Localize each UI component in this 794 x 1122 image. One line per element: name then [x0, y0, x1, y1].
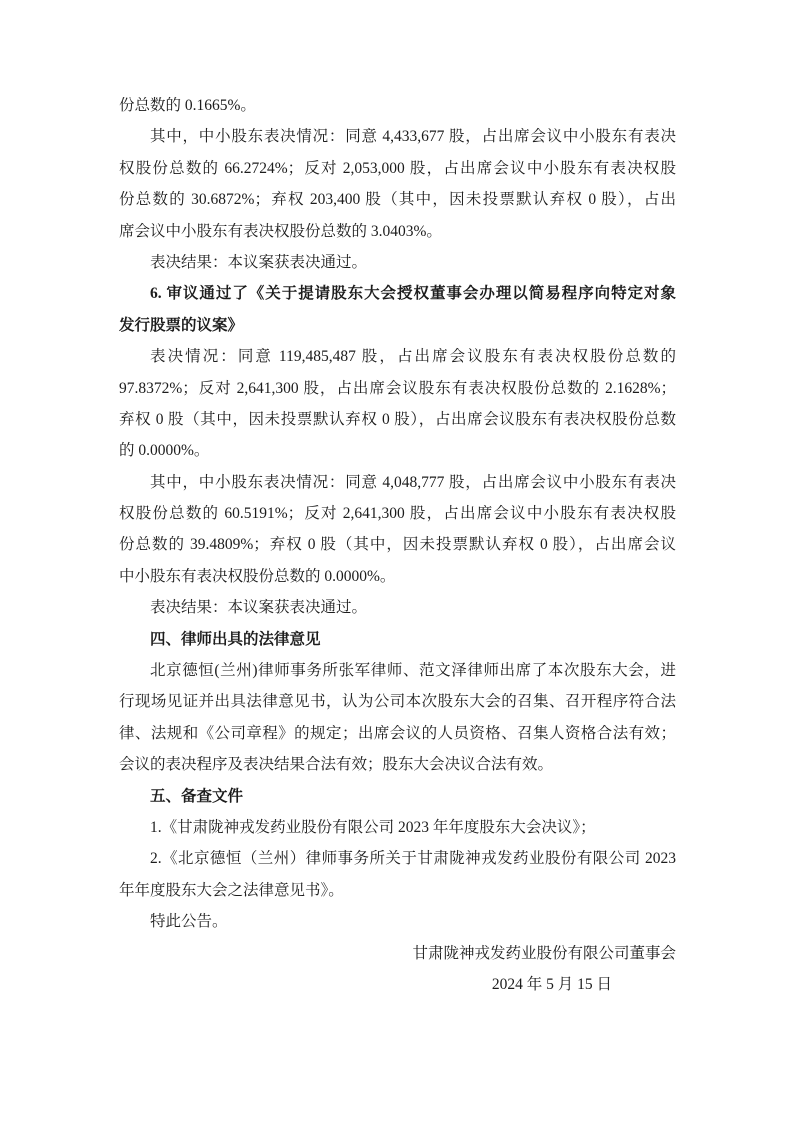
vote-proposal-6-line-4: 的 0.0000%。 [119, 442, 210, 460]
minority-vote-proposal-5-line-2: 权股份总数的 66.2724%；反对 2,053,000 股，占出席会议中小股东有表决权股 [119, 159, 676, 177]
vote-result-proposal-5: 表决结果：本议案获表决通过。 [150, 253, 368, 271]
date-line: 2024 年 5 月 15 日 [491, 975, 612, 993]
proposal-6-heading-line-1: 6. 审议通过了《关于提请股东大会授权董事会办理以简易程序向特定对象 [150, 285, 676, 303]
minority-vote-proposal-5-line-3: 份总数的 30.6872%；弃权 203,400 股（其中，因未投票默认弃权 0 股），占出 [119, 191, 676, 209]
document-body [119, 90, 676, 1000]
reference-document-2-line-1: 2.《北京德恒（兰州）律师事务所关于甘肃陇神戎发药业股份有限公司 2023 [150, 850, 676, 868]
section-5-heading: 五、备查文件 [150, 787, 244, 805]
reference-document-1: 1.《甘肃陇神戎发药业股份有限公司 2023 年年度股东大会决议》； [150, 818, 596, 836]
signature-line: 甘肃陇神戎发药业股份有限公司董事会 [412, 944, 676, 962]
minority-vote-proposal-6-line-1: 其中，中小股东表决情况：同意 4,048,777 股，占出席会议中小股东有表决 [150, 473, 676, 491]
legal-opinion-paragraph-line-1: 北京德恒(兰州)律师事务所张军律师、范文泽律师出席了本次股东大会，进 [150, 662, 676, 680]
closing-statement: 特此公告。 [150, 913, 228, 931]
minority-vote-proposal-5-line-4: 席会议中小股东有表决权股份总数的 3.0403%。 [119, 222, 442, 240]
vote-proposal-6-line-2: 97.8372%；反对 2,641,300 股，占出席会议股东有表决权股份总数的 2.1628%； [119, 379, 676, 397]
vote-proposal-6-line-3: 弃权 0 股（其中，因未投票默认弃权 0 股），占出席会议股东有表决权股份总数 [119, 410, 676, 428]
section-4-heading: 四、律师出具的法律意见 [150, 630, 321, 648]
legal-opinion-paragraph-line-2: 行现场见证并出具法律意见书，认为公司本次股东大会的召集、召开程序符合法 [119, 693, 676, 711]
continuation-paragraph: 份总数的 0.1665%。 [119, 97, 256, 114]
legal-opinion-paragraph-line-3: 律、法规和《公司章程》的规定；出席会议的人员资格、召集人资格合法有效； [119, 724, 676, 742]
minority-vote-proposal-6-line-2: 权股份总数的 60.5191%；反对 2,641,300 股，占出席会议中小股东有表决权股 [119, 505, 676, 523]
vote-result-proposal-6: 表决结果：本议案获表决通过。 [150, 599, 368, 617]
minority-vote-proposal-6-line-4: 中小股东有表决权股份总数的 0.0000%。 [119, 567, 396, 585]
minority-vote-proposal-6-line-3: 份总数的 39.4809%；弃权 0 股（其中，因未投票默认弃权 0 股），占出席会议 [119, 536, 676, 554]
proposal-6-heading-line-2: 发行股票的议案》 [119, 316, 244, 334]
legal-opinion-paragraph-line-4: 会议的表决程序及表决结果合法有效；股东大会决议合法有效。 [119, 756, 554, 774]
vote-proposal-6-line-1: 表决情况：同意 119,485,487 股，占出席会议股东有表决权股份总数的 [150, 348, 676, 366]
reference-document-2-line-2: 年年度股东大会之法律意见书》。 [119, 881, 344, 899]
minority-vote-proposal-5-line-1: 其中，中小股东表决情况：同意 4,433,677 股，占出席会议中小股东有表决 [150, 128, 676, 146]
